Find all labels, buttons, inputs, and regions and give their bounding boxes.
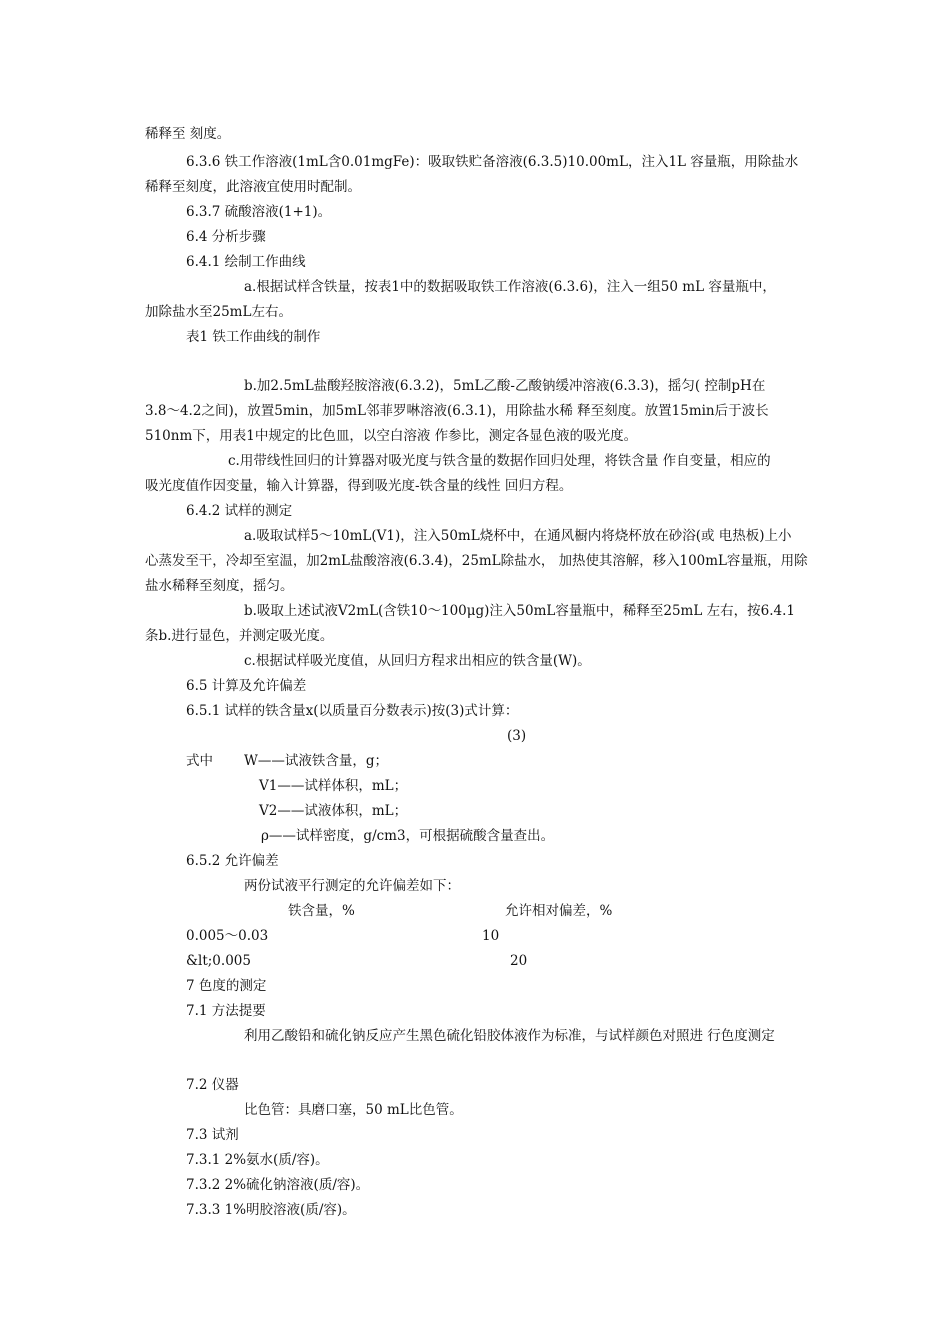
text-line: b.加2.5mL盐酸羟胺溶液(6.3.2)，5mL乙酸-乙酸钠缓冲溶液(6.3.3)，摇匀( 控制pH在	[244, 378, 766, 394]
symbol-definition: ρ——试样密度，g/cm3，可根据硫酸含量查出。	[261, 828, 555, 844]
text-line: 加除盐水至25mL左右。	[145, 304, 292, 320]
equation-number: (3)	[507, 728, 527, 744]
table-cell: &lt;0.005	[186, 953, 251, 969]
text-line: 盐水稀释至刻度，摇匀。	[145, 578, 294, 594]
text-line: 式中	[186, 753, 213, 769]
text-line: c.用带线性回归的计算器对吸光度与铁含量的数据作回归处理，将铁含量 作自变量，相应的	[228, 453, 771, 469]
table-cell: 10	[482, 928, 500, 944]
section-heading: 6.4.1 绘制工作曲线	[186, 254, 306, 270]
section-heading: 7.2 仪器	[186, 1077, 239, 1093]
text-line: 稀释至 刻度。	[145, 126, 231, 142]
text-line: 7.3.2 2%硫化钠溶液(质/容)。	[186, 1177, 370, 1193]
text-line: 7.3.3 1%明胶溶液(质/容)。	[186, 1202, 356, 1218]
table-header: 铁含量，%	[288, 903, 355, 919]
section-heading: 7.3 试剂	[186, 1127, 239, 1143]
text-line: 条b.进行显色，并测定吸光度。	[145, 628, 334, 644]
table-cell: 20	[510, 953, 528, 969]
text-line: 吸光度值作因变量，输入计算器，得到吸光度-铁含量的线性 回归方程。	[145, 478, 573, 494]
text-line: 利用乙酸铅和硫化钠反应产生黑色硫化铅胶体液作为标准，与试样颜色对照进 行色度测定	[244, 1028, 775, 1044]
text-line: 心蒸发至干，冷却至室温，加2mL盐酸溶液(6.3.4)，25mL除盐水， 加热使其溶解，移入100mL容量瓶，用除	[145, 553, 808, 569]
section-heading: 7 色度的测定	[186, 978, 267, 994]
text-line: 510nm下，用表1中规定的比色皿，以空白溶液 作参比，测定各显色液的吸光度。	[145, 428, 638, 444]
section-heading: 7.1 方法提要	[186, 1003, 266, 1019]
symbol-definition: V1——试样体积，mL；	[259, 778, 408, 794]
text-line: 3.8～4.2之间)，放置5min，加5mL邻菲罗啉溶液(6.3.1)，用除盐水稀 释至刻度。放置15min后于波长	[145, 403, 769, 419]
text-line: 稀释至刻度，此溶液宜使用时配制。	[145, 179, 361, 195]
text-line: 两份试液平行测定的允许偏差如下：	[244, 878, 460, 894]
symbol-definition: W——试液铁含量，g；	[244, 753, 389, 769]
text-line: 7.3.1 2%氨水(质/容)。	[186, 1152, 329, 1168]
table-caption: 表1 铁工作曲线的制作	[186, 329, 321, 345]
section-heading: 6.5 计算及允许偏差	[186, 678, 307, 694]
table-header: 允许相对偏差，%	[505, 903, 613, 919]
text-line: 6.3.6 铁工作溶液(1mL含0.01mgFe)：吸取铁贮备溶液(6.3.5)10.00mL，注入1L 容量瓶，用除盐水	[186, 154, 799, 170]
text-line: 6.3.7 硫酸溶液(1+1)。	[186, 204, 332, 220]
table-cell: 0.005～0.03	[186, 928, 269, 944]
text-line: b.吸取上述试液V2mL(含铁10～100μg)注入50mL容量瓶中，稀释至25mL 左右，按6.4.1	[244, 603, 795, 619]
text-line: a.根据试样含铁量，按表1中的数据吸取铁工作溶液(6.3.6)，注入一组50 mL 容量瓶中，	[244, 279, 776, 295]
text-line: 比色管：具磨口塞，50 mL比色管。	[244, 1102, 463, 1118]
text-line: a.吸取试样5～10mL(V1)，注入50mL烧杯中，在通风橱内将烧杯放在砂浴(或 电热板)上小	[244, 528, 792, 544]
symbol-definition: V2——试液体积，mL；	[259, 803, 408, 819]
text-line: c.根据试样吸光度值，从回归方程求出相应的铁含量(W)。	[244, 653, 591, 669]
section-heading: 6.4 分析步骤	[186, 229, 266, 245]
section-heading: 6.5.2 允许偏差	[186, 853, 279, 869]
section-heading: 6.4.2 试样的测定	[186, 503, 293, 519]
text-line: 6.5.1 试样的铁含量x(以质量百分数表示)按(3)式计算：	[186, 703, 519, 719]
